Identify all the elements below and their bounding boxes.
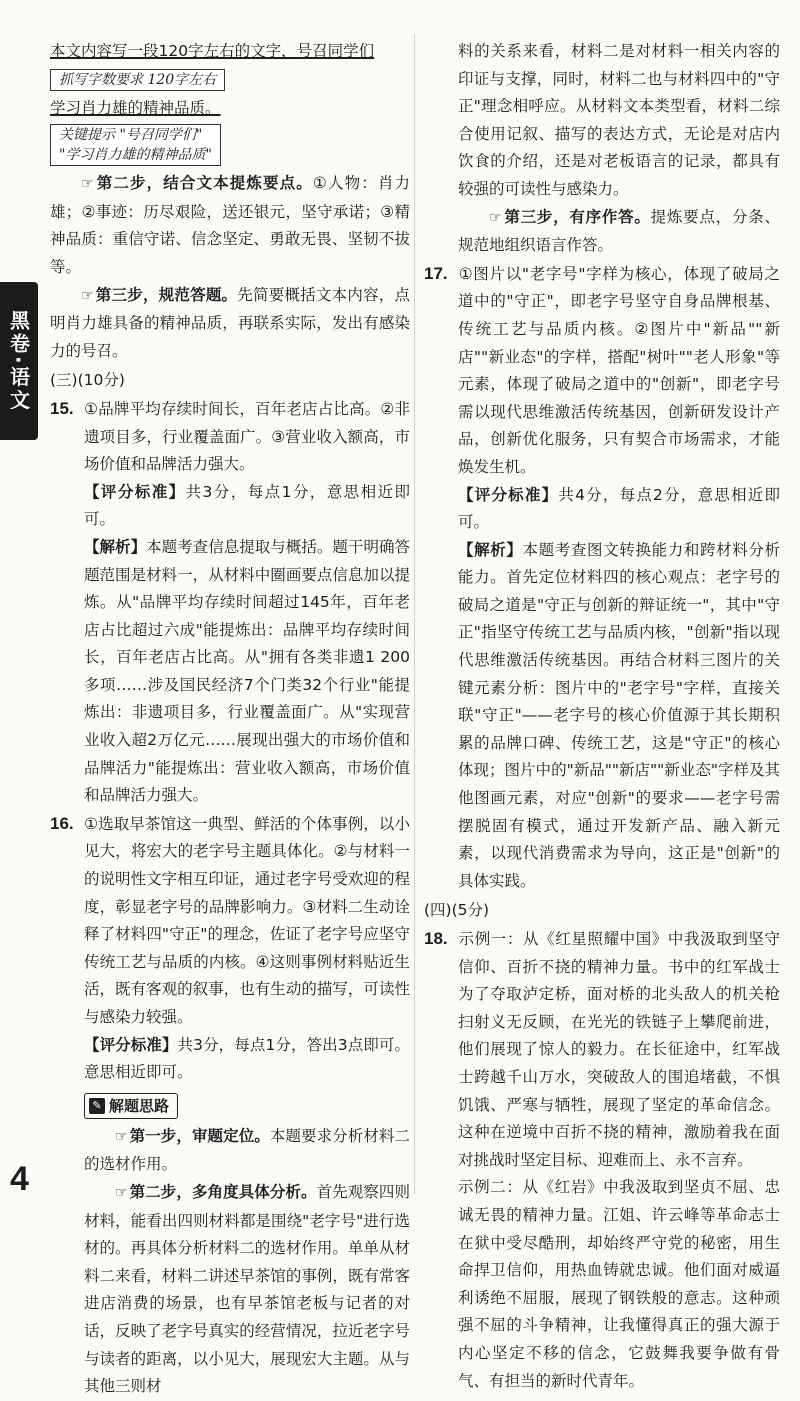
analysis: 【解析】本题考查信息提取与概括。题干明确答题范围是材料一，从材料中圈画要点信息加以提炼。从"品牌平均存续时间超过145年，百年老店占比超过六成"能提炼出：品牌平均存续时间长，百年老店占比高。从"拥有各类非遗1 200多项……涉及国民经济7个门类32个行业"能提炼出：非遗项目多，行业覆盖面广。从"实现营业收入超2万亿元……展现出强大的市场价值和品牌活力"能提炼出：营业收入额高，市场价值和品牌活力强大。 (84, 537, 410, 805)
handwritten-note (50, 124, 221, 166)
pointing-hand-icon: ☞ (81, 287, 94, 304)
note-line: 关键提示 "号召同学们" (59, 127, 203, 144)
section-heading: (三)(10分) (50, 371, 125, 390)
analysis: 【解析】本题考查图文转换能力和跨材料分析能力。首先定位材料四的核心观点：老字号的破局之道是"守正与创新的辩证统一"，其中"守正"指坚守传统工艺与品质内核，"创新"指以现代思维激活传统基因。再结合材料三图片的关键元素分析：图片中的"老字号"字样，直接关联"守正"——老字号的核心价值源于其长期积累的品牌口碑、传统工艺，这是"守正"的核心体现；图片中的"新品""新店""新业态"字样及其他图画元素，对应"创新"的要求——老字号需摆脱固有模式，通过开发新产品、融入新元素，以现代消费需求为导向，这正是"创新"的具体实践。 (458, 540, 780, 890)
step-paragraph: ☞ 第三步，有序作答。提炼要点，分条、规范地组织语言作答。 (458, 207, 780, 255)
question-18: 18. 示例一：从《红星照耀中国》中我汲取到坚守信仰、百折不挠的精神力量。书中的红军战士为了夺取泸定桥，面对桥的北头敌人的机关枪扫射义无反顾，在光光的铁链子上攀爬前进，他们展现了惊人的毅力。在长征途中，红军战士跨越千山万水，突破敌人的围追堵截，不惧饥饿、严寒与牺牲，展现了坚定的革命信念。这种在逆境中百折不挠的精神，激励着我在面对挑战时坚定目标、迎难而上、永不言弃。 (424, 929, 780, 1169)
score-standard: 【评分标准】共3分，每点1分，答出3点即可。意思相近即可。 (84, 1035, 410, 1082)
step-paragraph: ☞ 第三步，规范答题。先简要概括文本内容，点明肖力雄具备的精神品质，再联系实际，发出有感染力的号召。 (50, 285, 410, 360)
score-standard: 【评分标准】共4分，每点2分，意思相近即可。 (458, 485, 780, 532)
score-standard: 【评分标准】共3分，每点1分，意思相近即可。 (84, 482, 410, 529)
continued-paragraph: 料的关系来看，材料二是对材料一相关内容的印证与支撑，同时，材料二也与材料四中的"守正"理念相呼应。从材料文本类型看，材料二综合使用记叙、描写的表达方式，无论是对店内饮食的介绍，还是对老板语言的记录，都具有较强的可读性与感染力。 (458, 42, 780, 198)
step-paragraph: ☞ 第二步，结合文本提炼要点。①人物：肖力雄；②事迹：历尽艰险，送还银元，坚守承诺；③精神品质：重信守诺、信念坚定、勇敢无畏、坚韧不拔等。 (50, 174, 410, 276)
step-paragraph: ☞ 第一步，审题定位。本题要求分析材料二的选材作用。 (84, 1126, 410, 1174)
note-line: "学习肖力雄的精神品质" (59, 147, 212, 164)
question-15: 15. ①品牌平均存续时间长，百年老店占比高。②非遗项目多，行业覆盖面广。③营业收入额高，市场价值和品牌活力强大。 (50, 398, 410, 474)
pointing-hand-icon: ☞ (489, 209, 502, 226)
question-17: 17. ①图片以"老字号"字样为核心，体现了破局之道中的"守正"，即老字号坚守自身品牌根基、传统工艺与品质内核。②图片中"新品""新店""新业态"的字样，搭配"树叶""老人形象"等元素，体现了破局之道中的"创新"，即老字号需以现代思维激活传统基因，创新研发设计产品，创新优化服务，只有契合市场需求，才能焕发生机。 (424, 263, 780, 476)
page-number: 4 (10, 1160, 29, 1198)
answer-line: 本文内容写一段120字左右的文字，号召同学们 (50, 42, 375, 60)
section-heading: (四)(5分) (424, 901, 490, 920)
example-two: 示例二：从《红岩》中我汲取到坚贞不屈、忠诚无畏的精神力量。江姐、许云峰等革命志士在狱中受尽酷刑，却始终严守党的秘密，用生命捍卫信仰，用热血铸就忠诚。他们面对威逼利诱绝不屈服，展现了钢铁般的意志。这种顽强不屈的斗争精神，让我懂得真正的强大源于内心坚定不移的信念，它鼓舞我要争做有骨气、有担当的新时代青年。 (458, 1178, 780, 1390)
step-paragraph: ☞ 第二步，多角度具体分析。首先观察四则材料，能看出四则材料都是围绕"老字号"进行选材的。再具体分析材料二的选材作用。单单从材料二来看，材料二讲述早茶馆的事例，既有常客进店消费的场景，也有早茶馆老板与记者的对话，反映了老字号真实的经营情况，拉近老字号与读者的距离，以小见大，展现宏大主题。从与其他三则材 (84, 1182, 410, 1396)
handwritten-note: 抓写字数要求 120字左右 (50, 69, 225, 91)
right-column (424, 38, 780, 1395)
pointing-hand-icon: ☞ (81, 176, 94, 193)
solution-tip-heading: ✎ 解题思路 (84, 1093, 178, 1119)
subject-side-tab: 黑卷·语文 (0, 282, 38, 440)
pointing-hand-icon: ☞ (115, 1184, 128, 1201)
answer-line: 学习肖力雄的精神品质。 (50, 98, 221, 117)
left-column (50, 38, 410, 1401)
question-16: 16. ①选取早茶馆这一典型、鲜活的个体事例，以小见大，将宏大的老字号主题具体化。②与材料一的说明性文字相互印证，通过老字号受欢迎的程度，彰显老字号的品牌影响力。③材料二生动诠释了材料四"守正"的理念，佐证了老字号应坚守传统工艺与品质的内核。④这则事例材料贴近生活，既有客观的叙事，也有生动的描写，可读性与感染力较强。 (50, 813, 410, 1026)
pointing-hand-icon: ☞ (115, 1128, 128, 1145)
column-divider (414, 34, 415, 1194)
pen-icon: ✎ (89, 1098, 105, 1114)
